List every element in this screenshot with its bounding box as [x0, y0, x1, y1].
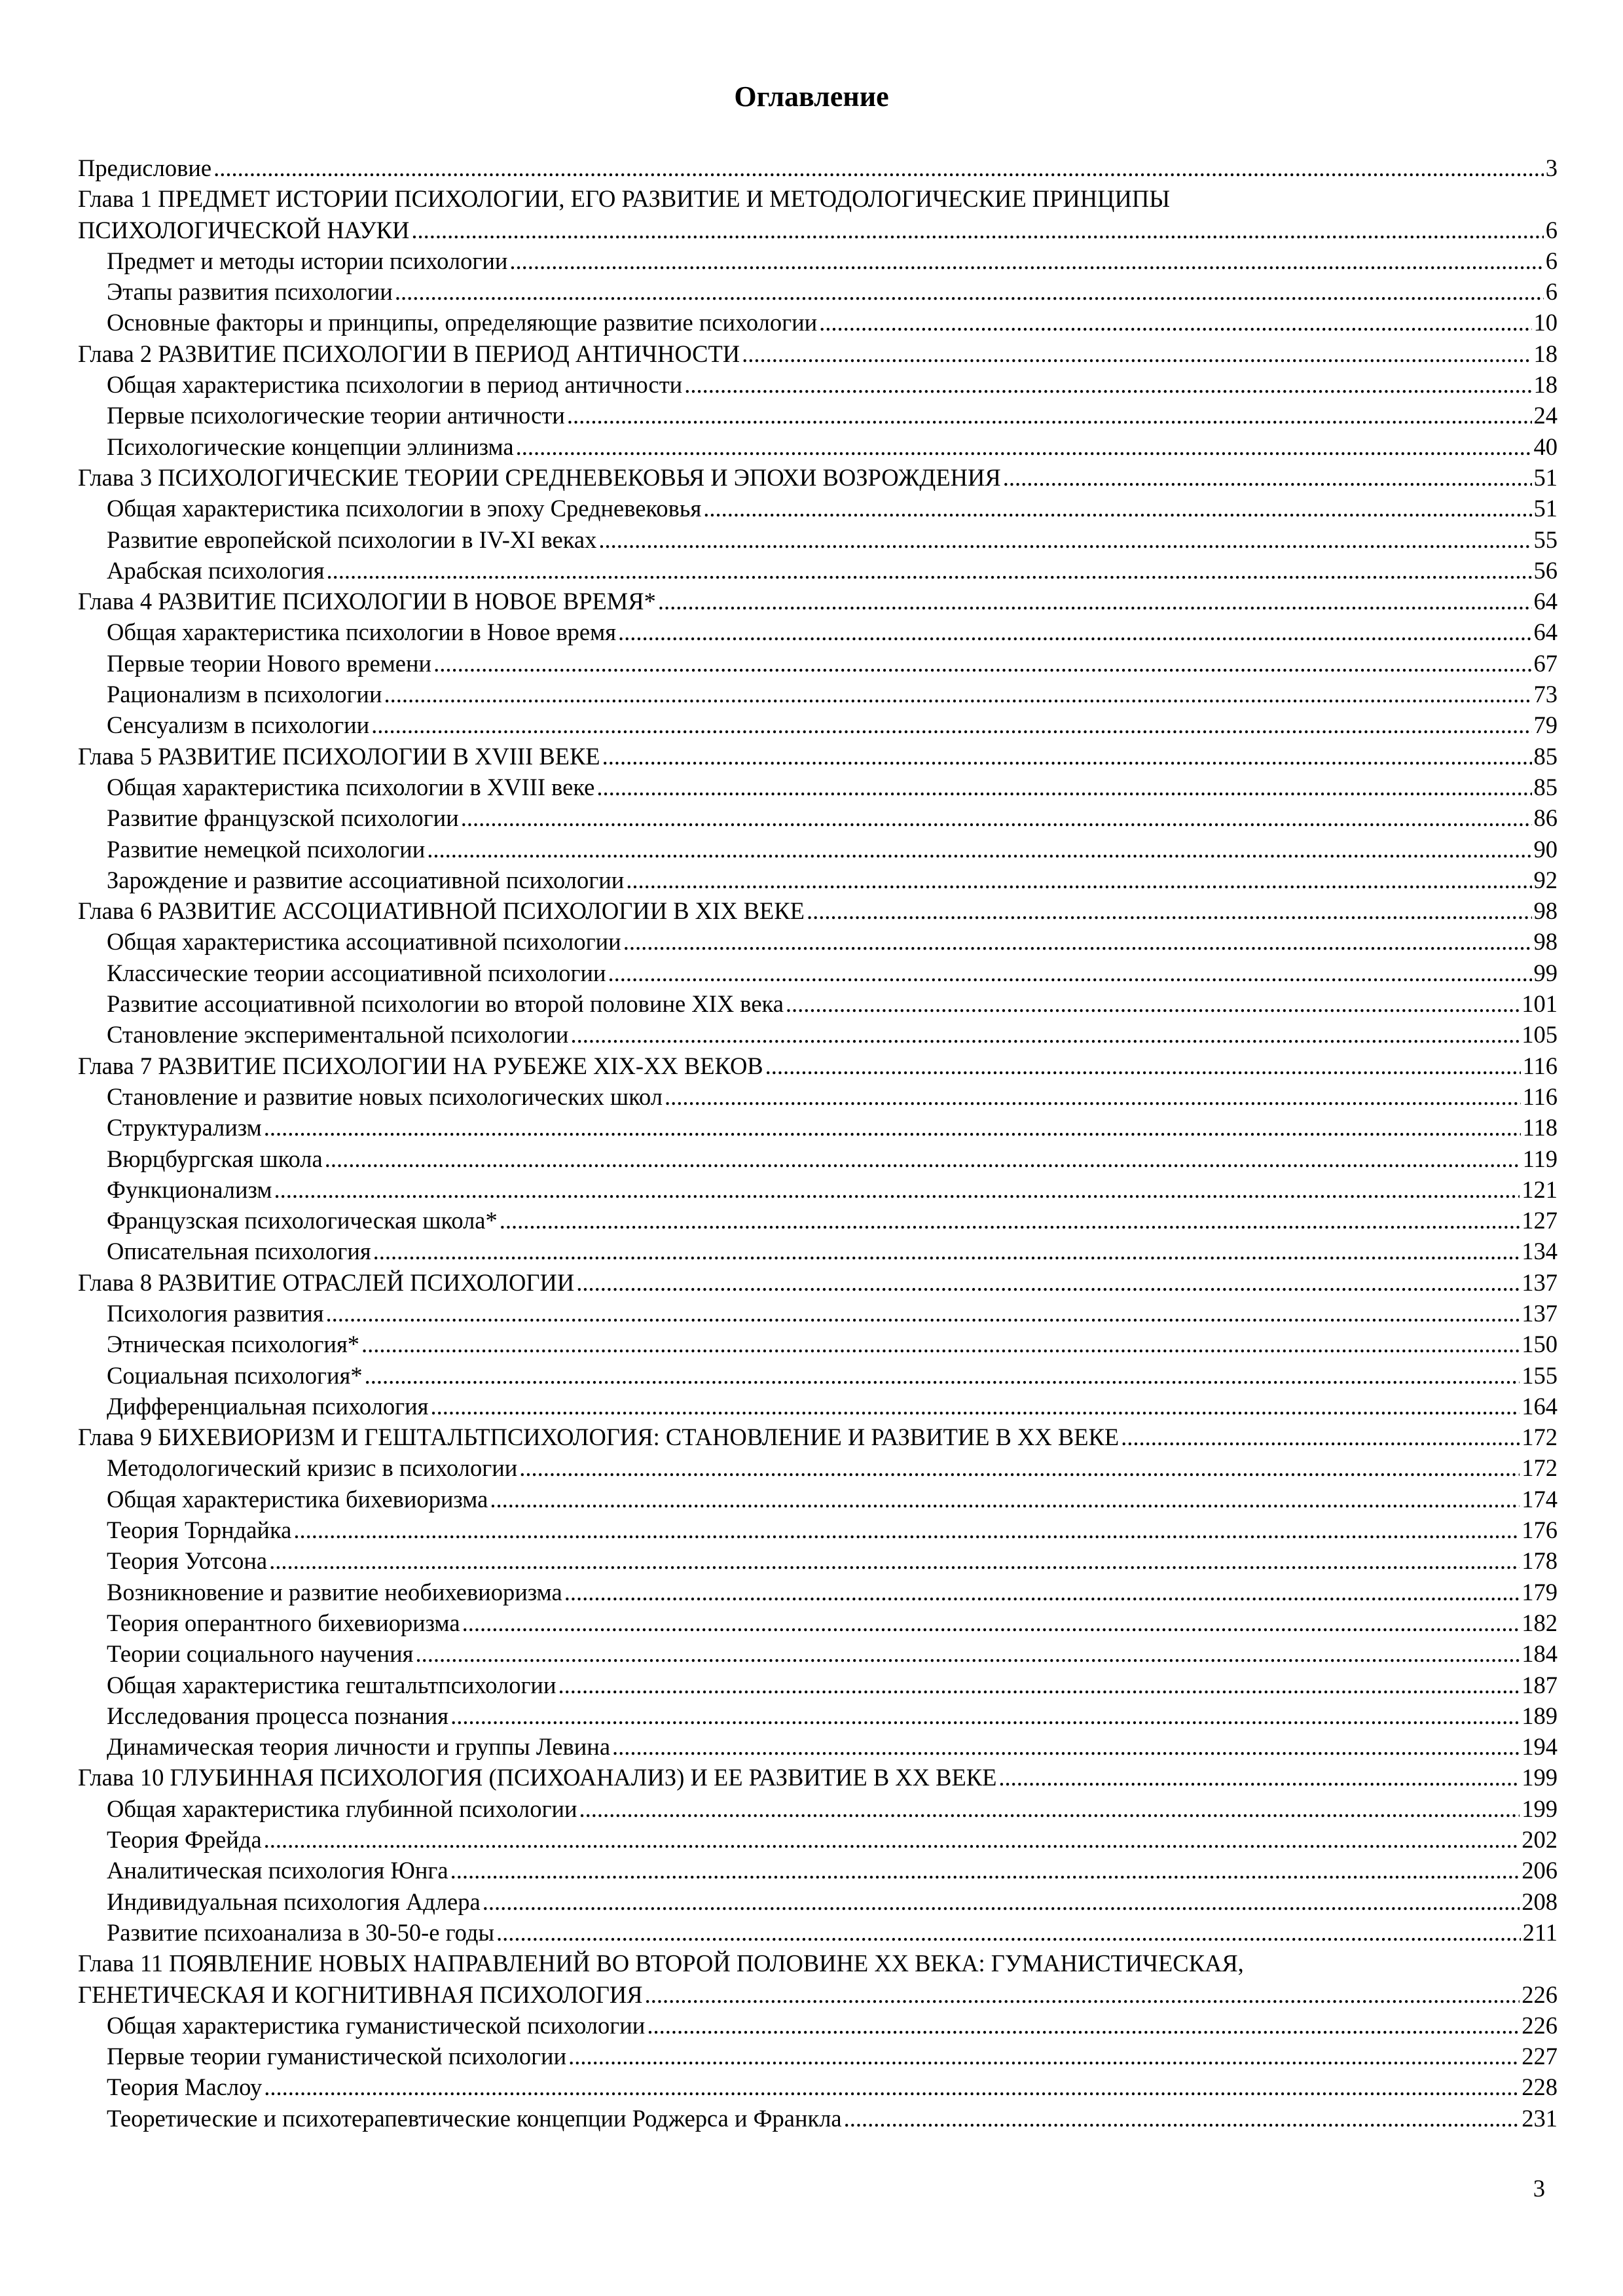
- toc-entry-title: Первые теории гуманистической психологии: [107, 2043, 567, 2070]
- toc-entry-title: Общая характеристика ассоциативной психологии: [107, 928, 621, 956]
- toc-entry-title: Рационализм в психологии: [107, 681, 382, 708]
- dot-leader: [269, 1545, 1520, 1576]
- toc-page-number: 79: [1533, 711, 1558, 739]
- toc-section-entry[interactable]: [78, 679, 1558, 709]
- toc-page-number: 226: [1522, 2011, 1558, 2039]
- toc-page-number: 206: [1522, 1857, 1558, 1884]
- dot-leader: [703, 493, 1531, 524]
- toc-page-number: 116: [1522, 1052, 1558, 1079]
- toc-section-entry[interactable]: [78, 276, 1558, 307]
- dot-leader: [462, 1607, 1520, 1638]
- toc-page-number: 182: [1522, 1609, 1558, 1636]
- dot-leader: [411, 215, 1543, 245]
- toc-section-entry[interactable]: [78, 1855, 1558, 1886]
- toc-page-number: 184: [1522, 1640, 1558, 1668]
- toc-entry-title: Общая характеристика гештальтпсихологии: [107, 1671, 556, 1698]
- toc-section-entry[interactable]: [78, 834, 1558, 865]
- table-of-contents: [78, 152, 1558, 2134]
- toc-chapter-entry[interactable]: [78, 338, 1558, 369]
- dot-leader: [274, 1174, 1520, 1205]
- toc-page-number: 51: [1533, 463, 1558, 491]
- toc-entry-title: Дифференциальная психология: [107, 1392, 429, 1420]
- dot-leader: [361, 1329, 1520, 1359]
- toc-page-number: 202: [1522, 1826, 1558, 1854]
- toc-entry[interactable]: [78, 215, 1558, 245]
- toc-entry-title: Теория оперантного бихевиоризма: [107, 1609, 460, 1636]
- toc-page-number: 98: [1533, 897, 1558, 925]
- toc-section-entry[interactable]: [78, 772, 1558, 802]
- toc-entry-title: Теория Торндайка: [107, 1516, 292, 1544]
- toc-entry-title: Вюрцбургская школа: [107, 1145, 323, 1172]
- dot-leader: [844, 2103, 1520, 2134]
- toc-section-entry[interactable]: [78, 1174, 1558, 1205]
- dot-leader: [612, 1731, 1520, 1762]
- toc-page-number: 101: [1522, 990, 1558, 1018]
- dot-leader: [371, 709, 1531, 740]
- toc-entry-wrapped-first-line[interactable]: [78, 183, 1558, 214]
- toc-entry-title: Общая характеристика бихевиоризма: [107, 1485, 488, 1513]
- toc-entry-title: Общая характеристика психологии в эпоху Средневековья: [107, 495, 702, 522]
- toc-entry-title: Первые теории Нового времени: [107, 649, 432, 677]
- dot-leader: [742, 338, 1531, 369]
- toc-entry-title: Общая характеристика гуманистической психологии: [107, 2011, 646, 2039]
- toc-section-entry[interactable]: [78, 1577, 1558, 1607]
- toc-entry-title: Аналитическая психология Юнга: [107, 1857, 448, 1884]
- toc-entry-title: Глава 9 БИХЕВИОРИЗМ И ГЕШТАЛЬТПСИХОЛОГИЯ: СТАНОВЛЕНИЕ И РАЗВИТИЕ В XX ВЕКЕ: [78, 1424, 1120, 1451]
- dot-leader: [365, 1360, 1520, 1391]
- dot-leader: [558, 1670, 1520, 1700]
- dot-leader: [496, 1917, 1521, 1948]
- toc-page-number: 116: [1522, 1083, 1558, 1110]
- toc-section-entry[interactable]: [78, 307, 1558, 338]
- dot-leader: [264, 2072, 1520, 2102]
- toc-page-number: 176: [1522, 1516, 1558, 1544]
- toc-entry-title: Теория Маслоу: [107, 2073, 263, 2101]
- toc-entry-title: Французская психологическая школа*: [107, 1207, 498, 1234]
- dot-leader: [998, 1762, 1520, 1793]
- toc-page-number: 67: [1533, 649, 1558, 677]
- dot-leader: [483, 1886, 1520, 1917]
- toc-page-number: 150: [1522, 1331, 1558, 1358]
- toc-chapter-entry[interactable]: [78, 152, 1558, 183]
- toc-page-number: 199: [1522, 1764, 1558, 1791]
- toc-entry-title: Психологические концепции эллинизма: [107, 433, 514, 460]
- toc-section-entry[interactable]: [78, 1484, 1558, 1515]
- toc-entry-title: Зарождение и развитие ассоциативной психологии: [107, 866, 625, 893]
- toc-entry-title: Предмет и методы истории психологии: [107, 247, 508, 274]
- dot-leader: [786, 988, 1520, 1019]
- dot-leader: [1003, 462, 1532, 493]
- toc-chapter-entry[interactable]: [78, 462, 1558, 493]
- toc-entry-title: Основные факторы и принципы, определяющие развитие психологии: [107, 309, 818, 336]
- toc-page-number: 6: [1545, 216, 1558, 243]
- toc-section-entry[interactable]: [78, 245, 1558, 276]
- toc-entry-title: Предисловие: [78, 154, 212, 181]
- dot-leader: [427, 834, 1531, 865]
- toc-entry[interactable]: [78, 1979, 1558, 2010]
- toc-page-number: 178: [1522, 1547, 1558, 1575]
- toc-entry-title: Динамическая теория личности и группы Левина: [107, 1733, 611, 1761]
- toc-entry-title: Методологический кризис в психологии: [107, 1454, 518, 1482]
- dot-leader: [645, 1979, 1520, 2010]
- dot-leader: [293, 1515, 1520, 1545]
- dot-leader: [450, 1855, 1520, 1886]
- toc-entry-title: Исследования процесса познания: [107, 1702, 449, 1729]
- toc-page-number: 194: [1522, 1733, 1558, 1761]
- toc-page-number: 55: [1533, 526, 1558, 553]
- toc-section-entry[interactable]: [78, 1731, 1558, 1762]
- toc-entry-title: Структурализм: [107, 1114, 262, 1141]
- toc-entry-title: Глава 5 РАЗВИТИЕ ПСИХОЛОГИИ В XVIII ВЕКЕ: [78, 742, 600, 770]
- dot-leader: [579, 1793, 1520, 1824]
- toc-chapter-entry[interactable]: [78, 586, 1558, 617]
- dot-leader: [658, 586, 1532, 617]
- dot-leader: [1121, 1422, 1520, 1452]
- dot-leader: [373, 1236, 1520, 1266]
- dot-leader: [461, 802, 1532, 833]
- toc-entry-title: Развитие европейской психологии в IV-XI веках: [107, 526, 597, 553]
- toc-section-entry[interactable]: [78, 1917, 1558, 1948]
- toc-section-entry[interactable]: [78, 1360, 1558, 1391]
- toc-page-number: 51: [1533, 495, 1558, 522]
- toc-section-entry[interactable]: [78, 926, 1558, 957]
- dot-leader: [570, 1019, 1520, 1050]
- toc-page-number: 121: [1522, 1175, 1558, 1203]
- toc-entry-title: Общая характеристика психологии в XVIII веке: [107, 773, 595, 800]
- toc-page-number: 73: [1533, 681, 1558, 708]
- toc-section-entry[interactable]: [78, 1886, 1558, 1917]
- toc-section-entry[interactable]: [78, 2010, 1558, 2041]
- toc-page-number: 24: [1533, 402, 1558, 429]
- toc-page-number: 10: [1533, 309, 1558, 336]
- dot-leader: [819, 307, 1531, 338]
- dot-leader: [213, 152, 1544, 183]
- toc-entry-title: Арабская психология: [107, 556, 325, 584]
- toc-entry-title: Развитие ассоциативной психологии во второй половине XIX века: [107, 990, 784, 1018]
- toc-section-entry[interactable]: [78, 493, 1558, 524]
- dot-leader: [647, 2010, 1520, 2041]
- toc-page-number: 56: [1533, 556, 1558, 584]
- dot-leader: [665, 1081, 1521, 1112]
- dot-leader: [684, 369, 1531, 400]
- toc-entry-title: Общая характеристика психологии в Новое время: [107, 619, 617, 646]
- toc-page-number: 105: [1522, 1021, 1558, 1049]
- dot-leader: [623, 926, 1532, 957]
- toc-entry-title: Возникновение и развитие необихевиоризма: [107, 1578, 562, 1605]
- toc-entry-title: Глава 11 ПОЯВЛЕНИЕ НОВЫХ НАПРАВЛЕНИЙ ВО ВТОРОЙ ПОЛОВИНЕ XX ВЕКА: ГУМАНИСТИЧЕСКАЯ,: [78, 1950, 1244, 1977]
- dot-leader: [598, 524, 1531, 555]
- toc-section-entry[interactable]: [78, 1638, 1558, 1669]
- toc-section-entry[interactable]: [78, 617, 1558, 647]
- toc-section-entry[interactable]: [78, 1112, 1558, 1143]
- toc-section-entry[interactable]: [78, 1081, 1558, 1112]
- toc-page-number: 98: [1533, 928, 1558, 956]
- toc-entry-title: Функционализм: [107, 1175, 272, 1203]
- toc-entry-title: Глава 4 РАЗВИТИЕ ПСИХОЛОГИИ В НОВОЕ ВРЕМЯ*: [78, 588, 656, 615]
- toc-entry-title: Классические теории ассоциативной психологии: [107, 959, 606, 986]
- toc-section-entry[interactable]: [78, 524, 1558, 555]
- toc-entry-title: Развитие немецкой психологии: [107, 835, 426, 863]
- toc-page-number: 90: [1533, 835, 1558, 863]
- toc-entry-title: Становление и развитие новых психологических школ: [107, 1083, 663, 1110]
- dot-leader: [608, 958, 1532, 988]
- toc-entry-title: Развитие французской психологии: [107, 804, 459, 832]
- toc-page-number: 3: [1545, 154, 1558, 181]
- dot-leader: [430, 1391, 1520, 1422]
- toc-page-number: 118: [1522, 1114, 1558, 1141]
- toc-section-entry[interactable]: [78, 1452, 1558, 1483]
- toc-section-entry[interactable]: [78, 2072, 1558, 2102]
- dot-leader: [618, 617, 1531, 647]
- page-title: Оглавление: [734, 81, 889, 113]
- toc-entry-title: Этапы развития психологии: [107, 278, 393, 306]
- toc-entry-title: Сенсуализм в психологии: [107, 711, 370, 739]
- dot-leader: [602, 741, 1532, 772]
- toc-page-number: 64: [1533, 619, 1558, 646]
- toc-entry-title: Развитие психоанализа в 30-50-е годы: [107, 1918, 494, 1946]
- toc-section-entry[interactable]: [78, 1824, 1558, 1855]
- toc-section-entry[interactable]: [78, 709, 1558, 740]
- toc-entry-title: Глава 6 РАЗВИТИЕ АССОЦИАТИВНОЙ ПСИХОЛОГИИ В XIX ВЕКЕ: [78, 897, 805, 925]
- dot-leader: [564, 1577, 1520, 1607]
- toc-page-number: 226: [1522, 1981, 1558, 2008]
- toc-section-entry[interactable]: [78, 1793, 1558, 1824]
- toc-chapter-entry[interactable]: [78, 895, 1558, 926]
- toc-entry-title: Теория Уотсона: [107, 1547, 268, 1575]
- toc-chapter-entry[interactable]: [78, 1762, 1558, 1793]
- toc-page-number: 137: [1522, 1268, 1558, 1296]
- toc-page-number: 86: [1533, 804, 1558, 832]
- toc-entry-title: Теоретические и психотерапевтические концепции Роджерса и Франкла: [107, 2104, 842, 2132]
- dot-leader: [327, 555, 1532, 586]
- toc-chapter-entry[interactable]: [78, 741, 1558, 772]
- dot-leader: [384, 679, 1532, 709]
- toc-page-number: 228: [1522, 2073, 1558, 2101]
- toc-section-entry[interactable]: [78, 1670, 1558, 1700]
- toc-section-entry[interactable]: [78, 1329, 1558, 1359]
- toc-page-number: 189: [1522, 1702, 1558, 1729]
- toc-entry-title: Глава 7 РАЗВИТИЕ ПСИХОЛОГИИ НА РУБЕЖЕ XIX-XX ВЕКОВ: [78, 1052, 763, 1079]
- toc-section-entry[interactable]: [78, 958, 1558, 988]
- toc-entry-title: Общая характеристика психологии в период античности: [107, 371, 683, 399]
- toc-entry-title-continued: ГЕНЕТИЧЕСКАЯ И КОГНИТИВНАЯ ПСИХОЛОГИЯ: [78, 1981, 643, 2008]
- toc-page-number: 179: [1522, 1578, 1558, 1605]
- toc-entry-title: Глава 8 РАЗВИТИЕ ОТРАСЛЕЙ ПСИХОЛОГИИ: [78, 1268, 575, 1296]
- toc-section-entry[interactable]: [78, 1391, 1558, 1422]
- toc-page-number: 18: [1533, 371, 1558, 399]
- dot-leader: [326, 1298, 1520, 1329]
- toc-section-entry[interactable]: [78, 1515, 1558, 1545]
- toc-page-number: 231: [1522, 2104, 1558, 2132]
- dot-leader: [450, 1700, 1520, 1731]
- toc-section-entry[interactable]: [78, 1607, 1558, 1638]
- dot-leader: [765, 1050, 1521, 1081]
- toc-page-number: 208: [1522, 1888, 1558, 1915]
- toc-entry-title: Описательная психология: [107, 1238, 371, 1265]
- toc-section-entry[interactable]: [78, 648, 1558, 679]
- dot-leader: [596, 772, 1531, 802]
- toc-entry-title: Глава 1 ПРЕДМЕТ ИСТОРИИ ПСИХОЛОГИИ, ЕГО РАЗВИТИЕ И МЕТОДОЛОГИЧЕСКИЕ ПРИНЦИПЫ: [78, 185, 1171, 213]
- toc-section-entry[interactable]: [78, 865, 1558, 895]
- toc-entry-title-continued: ПСИХОЛОГИЧЕСКОЙ НАУКИ: [78, 216, 410, 243]
- toc-page-number: 40: [1533, 433, 1558, 460]
- toc-entry-title: Глава 10 ГЛУБИННАЯ ПСИХОЛОГИЯ (ПСИХОАНАЛИЗ) И ЕЕ РАЗВИТИЕ В XX ВЕКЕ: [78, 1764, 997, 1791]
- toc-page-number: 85: [1533, 742, 1558, 770]
- toc-page-number: 64: [1533, 588, 1558, 615]
- toc-entry-title: Общая характеристика глубинной психологии: [107, 1795, 577, 1822]
- dot-leader: [568, 2041, 1520, 2072]
- toc-section-entry[interactable]: [78, 1545, 1558, 1576]
- dot-leader: [567, 400, 1532, 431]
- toc-entry-wrapped-first-line[interactable]: [78, 1948, 1558, 1979]
- toc-section-entry[interactable]: [78, 1700, 1558, 1731]
- toc-page-number: 172: [1522, 1454, 1558, 1482]
- toc-entry-title: Этническая психология*: [107, 1331, 359, 1358]
- toc-page-number: 134: [1522, 1238, 1558, 1265]
- dot-leader: [807, 895, 1532, 926]
- toc-page-number: 85: [1533, 773, 1558, 800]
- toc-page-number: 164: [1522, 1392, 1558, 1420]
- toc-entry-title: Теория Фрейда: [107, 1826, 262, 1854]
- toc-section-entry[interactable]: [78, 1143, 1558, 1174]
- dot-leader: [626, 865, 1531, 895]
- toc-section-entry[interactable]: [78, 400, 1558, 431]
- dot-leader: [519, 1452, 1520, 1483]
- toc-page-number: 137: [1522, 1299, 1558, 1327]
- toc-entry-title: Первые психологические теории античности: [107, 402, 565, 429]
- toc-page-number: 187: [1522, 1671, 1558, 1698]
- toc-section-entry[interactable]: [78, 2103, 1558, 2134]
- toc-entry-title: Теории социального научения: [107, 1640, 414, 1668]
- toc-chapter-entry[interactable]: [78, 1422, 1558, 1452]
- toc-section-entry[interactable]: [78, 1236, 1558, 1266]
- toc-entry-title: Психология развития: [107, 1299, 324, 1327]
- toc-section-entry[interactable]: [78, 2041, 1558, 2072]
- toc-section-entry[interactable]: [78, 1298, 1558, 1329]
- toc-section-entry[interactable]: [78, 988, 1558, 1019]
- dot-leader: [490, 1484, 1520, 1515]
- toc-page-number: 6: [1545, 247, 1558, 274]
- page-number: 3: [1533, 2175, 1545, 2202]
- toc-section-entry[interactable]: [78, 555, 1558, 586]
- toc-page-number: 18: [1533, 340, 1558, 367]
- toc-chapter-entry[interactable]: [78, 1267, 1558, 1298]
- dot-leader: [509, 245, 1543, 276]
- dot-leader: [264, 1824, 1520, 1855]
- toc-page-number: 199: [1522, 1795, 1558, 1822]
- toc-page-number: 227: [1522, 2043, 1558, 2070]
- dot-leader: [433, 648, 1531, 679]
- toc-entry-title: Становление экспериментальной психологии: [107, 1021, 569, 1049]
- toc-page-number: 127: [1522, 1207, 1558, 1234]
- dot-leader: [576, 1267, 1520, 1298]
- toc-section-entry[interactable]: [78, 802, 1558, 833]
- toc-section-entry[interactable]: [78, 369, 1558, 400]
- dot-leader: [516, 431, 1532, 462]
- toc-page-number: 211: [1522, 1918, 1558, 1946]
- toc-entry-title: Глава 3 ПСИХОЛОГИЧЕСКИЕ ТЕОРИИ СРЕДНЕВЕКОВЬЯ И ЭПОХИ ВОЗРОЖДЕНИЯ: [78, 463, 1001, 491]
- toc-entry-title: Социальная психология*: [107, 1361, 363, 1389]
- toc-page-number: 92: [1533, 866, 1558, 893]
- dot-leader: [264, 1112, 1521, 1143]
- toc-page-number: 172: [1522, 1424, 1558, 1451]
- toc-entry-title: Индивидуальная психология Адлера: [107, 1888, 481, 1915]
- toc-section-entry[interactable]: [78, 431, 1558, 462]
- toc-section-entry[interactable]: [78, 1205, 1558, 1236]
- toc-page-number: 119: [1522, 1145, 1558, 1172]
- dot-leader: [395, 276, 1544, 307]
- toc-chapter-entry[interactable]: [78, 1050, 1558, 1081]
- toc-page-number: 6: [1545, 278, 1558, 306]
- dot-leader: [325, 1143, 1521, 1174]
- toc-page-number: 174: [1522, 1485, 1558, 1513]
- toc-page-number: 99: [1533, 959, 1558, 986]
- toc-entry-title: Глава 2 РАЗВИТИЕ ПСИХОЛОГИИ В ПЕРИОД АНТИЧНОСТИ: [78, 340, 740, 367]
- dot-leader: [500, 1205, 1520, 1236]
- dot-leader: [415, 1638, 1520, 1669]
- toc-page-number: 155: [1522, 1361, 1558, 1389]
- toc-section-entry[interactable]: [78, 1019, 1558, 1050]
